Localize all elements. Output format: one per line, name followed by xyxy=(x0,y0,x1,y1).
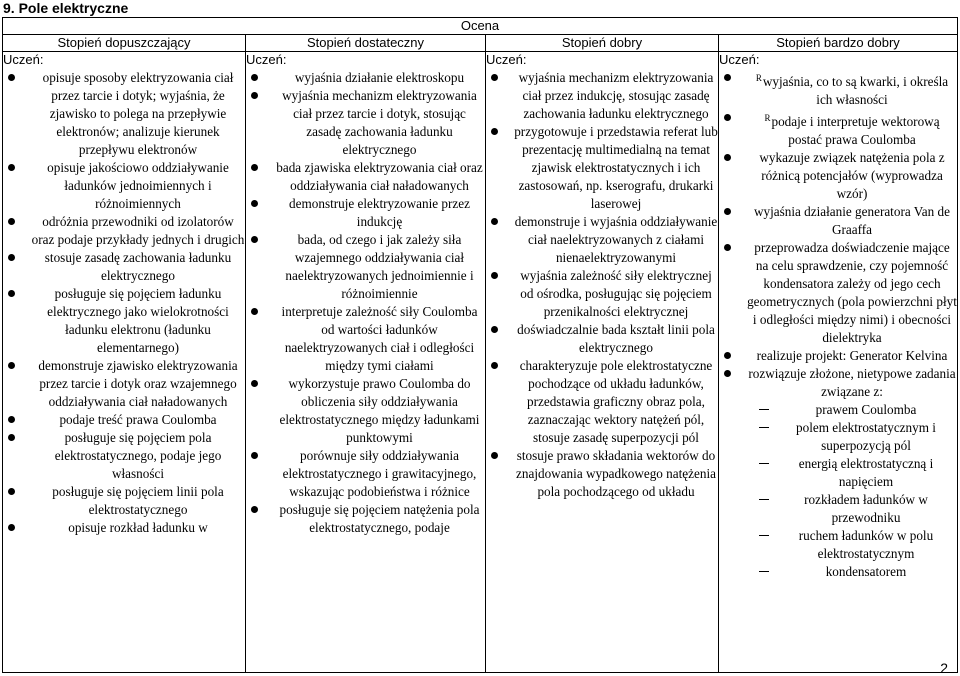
requirement-text: stosuje zasadę zachowania ładunku elektrycznego xyxy=(44,250,232,283)
column-cell xyxy=(719,52,958,673)
requirement-item xyxy=(3,411,245,429)
requirement-list xyxy=(3,69,245,537)
requirement-item xyxy=(719,203,957,239)
bullet-icon xyxy=(491,218,498,225)
requirement-item xyxy=(246,87,485,159)
extended-level-marker: R xyxy=(755,73,762,83)
grade-header-2: Stopień dostateczny xyxy=(246,35,486,52)
section-heading: 9. Pole elektryczne xyxy=(3,0,129,16)
ocena-header: Ocena xyxy=(3,18,958,35)
bullet-icon xyxy=(491,362,498,369)
requirement-text: wyjaśnia działanie elektroskopu xyxy=(294,70,465,85)
requirement-item xyxy=(719,365,957,581)
requirement-text: wyjaśnia, co to są kwarki, i określa ich własności xyxy=(762,74,949,107)
requirement-text: bada, od czego i jak zależy siła wzajemnego oddziaływania ciał naelektryzowanych jednoimiennie i różnoimiennie xyxy=(285,232,474,301)
requirement-text: wyjaśnia działanie generatora Van de Graaffa xyxy=(753,204,950,237)
requirement-list xyxy=(486,69,718,501)
requirement-item xyxy=(3,159,245,213)
requirement-text: wyjaśnia mechanizm elektryzowania ciał przez indukcję, stosując zasadę zachowania ładunku elektrycznego xyxy=(518,70,714,121)
bullet-icon xyxy=(8,164,15,171)
sub-list xyxy=(747,401,957,581)
requirement-text: opisuje jakościowo oddziaływanie ładunków jednoimiennych i różnoimiennych xyxy=(47,160,229,211)
bullet-icon xyxy=(8,290,15,297)
sub-item xyxy=(747,455,957,491)
uczen-label: Uczeń: xyxy=(719,52,760,67)
sub-item-text: rozkładem ładunków w przewodniku xyxy=(804,492,928,525)
requirement-item xyxy=(246,231,485,303)
bullet-icon xyxy=(8,218,15,225)
requirement-item xyxy=(719,69,957,109)
requirement-item xyxy=(246,303,485,375)
requirement-text: doświadczalnie bada kształt linii pola elektrycznego xyxy=(517,322,715,355)
sub-item-text: kondensatorem xyxy=(825,564,907,579)
dash-icon xyxy=(759,409,769,410)
requirement-item xyxy=(486,321,718,357)
requirement-text: demonstruje zjawisko elektryzowania przez tarcie i dotyk oraz wzajemnego oddziaływania ciał naładowanych xyxy=(38,358,238,409)
sub-item-text: ruchem ładunków w polu elektrostatycznym xyxy=(798,528,934,561)
sub-item xyxy=(747,527,957,563)
sub-item-text: polem elektrostatycznym i superpozycją pól xyxy=(796,420,936,453)
sub-item xyxy=(747,419,957,455)
requirement-text: charakteryzuje pole elektrostatyczne pochodzące od układu ładunków, przedstawia graficzny obraz pola, zaznaczając wektory natężeń pól, stosuje zasadę superpozycji pól xyxy=(519,358,713,445)
bullet-icon xyxy=(491,452,498,459)
grade-header-3: Stopień dobry xyxy=(486,35,719,52)
sub-item-text: energią elektrostatyczną i napięciem xyxy=(798,456,934,489)
dash-icon xyxy=(759,499,769,500)
bullet-icon xyxy=(251,92,258,99)
bullet-icon xyxy=(251,74,258,81)
requirement-text: wykazuje związek natężenia pola z różnicą potencjałów (wyprowadza wzór) xyxy=(759,150,945,201)
extended-level-marker: R xyxy=(764,113,771,123)
requirement-text: demonstruje i wyjaśnia oddziaływanie ciał naelektryzowanych z ciałami nienaelektryzowanymi xyxy=(514,214,718,265)
requirement-item xyxy=(3,285,245,357)
uczen-label: Uczeń: xyxy=(486,52,527,67)
requirement-text: posługuje się pojęciem ładunku elektrycznego jako wielokrotności ładunku elektronu (ładunku elementarnego) xyxy=(47,286,229,355)
dash-icon xyxy=(759,463,769,464)
requirement-item xyxy=(486,357,718,447)
bullet-icon xyxy=(724,74,731,81)
dash-icon xyxy=(759,535,769,536)
bullet-icon xyxy=(251,164,258,171)
requirement-text: posługuje się pojęciem linii pola elektrostatycznego xyxy=(52,484,224,517)
requirement-text: przygotowuje i przedstawia referat lub prezentację multimedialną na temat zjawisk elektrostatycznych i ich zastosowań, np. kserografu, drukarki laserowej xyxy=(514,124,718,211)
requirement-item xyxy=(486,69,718,123)
requirement-text: stosuje prawo składania wektorów do znajdowania wypadkowego natężenia pola pochodzącego od układu xyxy=(516,448,716,499)
requirement-text: wykorzystuje prawo Coulomba do obliczenia siły oddziaływania elektrostatycznego między ładunkami punktowymi xyxy=(279,376,480,445)
bullet-icon xyxy=(491,128,498,135)
requirement-list xyxy=(719,69,957,581)
bullet-icon xyxy=(8,434,15,441)
sub-item xyxy=(747,491,957,527)
requirement-item xyxy=(3,69,245,159)
column-cell xyxy=(486,52,719,673)
requirement-item xyxy=(246,375,485,447)
uczen-label: Uczeń: xyxy=(3,52,44,67)
requirement-item xyxy=(3,213,245,249)
requirement-item xyxy=(719,239,957,347)
requirement-item xyxy=(246,159,485,195)
bullet-icon xyxy=(724,154,731,161)
requirement-text: rozwiązuje złożone, nietypowe zadania związane z: xyxy=(748,366,956,399)
requirement-item xyxy=(3,429,245,483)
requirement-text: opisuje sposoby elektryzowania ciał przez tarcie i dotyk; wyjaśnia, że zjawisko to polega na przepływie elektronów; analizuje kierunek przepływu elektronów xyxy=(42,70,234,157)
bullet-icon xyxy=(491,272,498,279)
bullet-icon xyxy=(491,326,498,333)
column-cell xyxy=(3,52,246,673)
requirement-text: demonstruje elektryzowanie przez indukcję xyxy=(289,196,470,229)
requirement-item xyxy=(3,249,245,285)
requirement-text: wyjaśnia mechanizm elektryzowania ciał przez tarcie i dotyk, stosując zasadę zachowania ładunku elektrycznego xyxy=(282,88,477,157)
requirement-text: podaje i interpretuje wektorową postać prawa Coulomba xyxy=(771,114,940,147)
column-cell xyxy=(246,52,486,673)
bullet-icon xyxy=(724,114,731,121)
requirement-text: odróżnia przewodniki od izolatorów oraz podaje przykłady jednych i drugich xyxy=(31,214,245,247)
bullet-icon xyxy=(724,370,731,377)
bullet-icon xyxy=(724,244,731,251)
page-number: 2 xyxy=(940,660,948,676)
bullet-icon xyxy=(251,380,258,387)
dash-icon xyxy=(759,427,769,428)
sub-item-text: prawem Coulomba xyxy=(815,402,917,417)
requirement-text: bada zjawiska elektryzowania ciał oraz oddziaływania ciał naładowanych xyxy=(276,160,483,193)
requirement-item xyxy=(246,195,485,231)
uczen-label: Uczeń: xyxy=(246,52,287,67)
bullet-icon xyxy=(8,416,15,423)
requirement-text: interpretuje zależność siły Coulomba od wartości ładunków naelektryzowanych ciał i odległości między tymi ciałami xyxy=(281,304,478,373)
requirement-text: posługuje się pojęciem natężenia pola elektrostatycznego, podaje xyxy=(279,502,480,535)
bullet-icon xyxy=(491,74,498,81)
requirement-text: opisuje rozkład ładunku w xyxy=(68,520,208,535)
bullet-icon xyxy=(251,236,258,243)
bullet-icon xyxy=(724,208,731,215)
sub-item xyxy=(747,563,957,581)
requirement-item xyxy=(486,447,718,501)
grading-table xyxy=(2,17,958,673)
bullet-icon xyxy=(8,488,15,495)
requirement-item xyxy=(246,501,485,537)
requirement-text: posługuje się pojęciem pola elektrostatycznego, podaje jego własności xyxy=(54,430,222,481)
requirement-text: przeprowadza doświadczenie mające na celu sprawdzenie, czy pojemność kondensatora zależy od jego cech geometrycznych (pola powierzchni płyt i odległości między nimi) i obecności dielektryka xyxy=(747,240,957,345)
grade-header-1: Stopień dopuszczający xyxy=(3,35,246,52)
bullet-icon xyxy=(8,254,15,261)
dash-icon xyxy=(759,571,769,572)
requirement-item xyxy=(486,213,718,267)
requirement-text: porównuje siły oddziaływania elektrostatycznego i grawitacyjnego, wskazując podobieństwa i różnice xyxy=(282,448,477,499)
requirement-text: wyjaśnia zależność siły elektrycznej od ośrodka, posługując się pojęciem przenikalności elektrycznej xyxy=(520,268,712,319)
bullet-icon xyxy=(251,506,258,513)
requirement-item xyxy=(719,109,957,149)
requirement-item xyxy=(246,447,485,501)
bullet-icon xyxy=(8,524,15,531)
requirement-text: realizuje projekt: Generator Kelvina xyxy=(756,348,948,363)
bullet-icon xyxy=(724,352,731,359)
requirement-list xyxy=(246,69,485,537)
requirement-item xyxy=(719,149,957,203)
bullet-icon xyxy=(8,74,15,81)
grade-header-4: Stopień bardzo dobry xyxy=(719,35,958,52)
requirement-item xyxy=(3,357,245,411)
requirement-item xyxy=(719,347,957,365)
requirement-item xyxy=(486,123,718,213)
bullet-icon xyxy=(251,308,258,315)
requirement-item xyxy=(486,267,718,321)
requirement-item xyxy=(3,519,245,537)
bullet-icon xyxy=(8,362,15,369)
requirement-item xyxy=(3,483,245,519)
bullet-icon xyxy=(251,200,258,207)
requirement-item xyxy=(246,69,485,87)
bullet-icon xyxy=(251,452,258,459)
sub-item xyxy=(747,401,957,419)
requirement-text: podaje treść prawa Coulomba xyxy=(59,412,217,427)
